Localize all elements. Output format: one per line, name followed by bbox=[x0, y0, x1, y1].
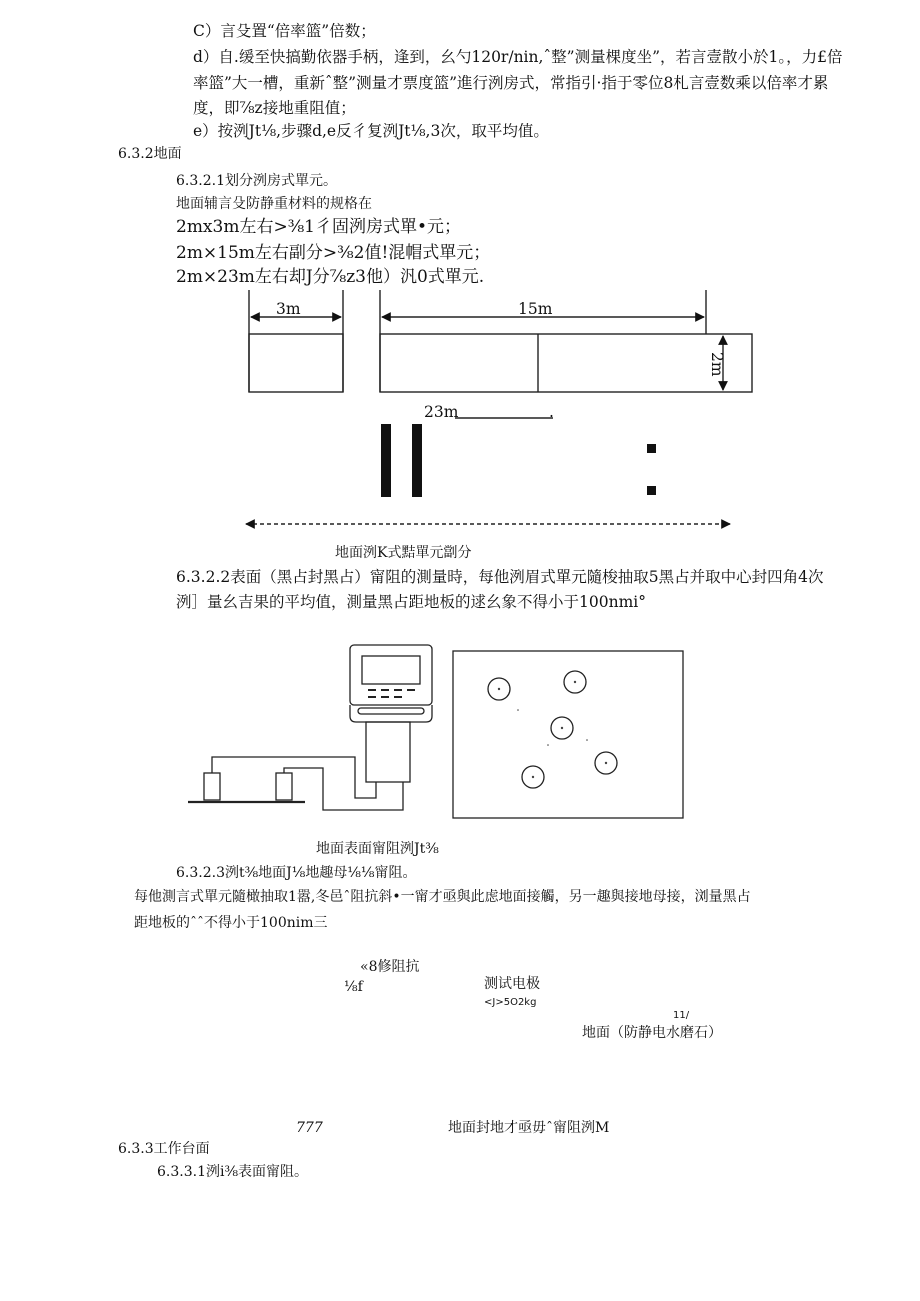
step-d-line1: d）自.缓至快搞勤依器手柄，逢到，幺勺120r/nin,ˆ整”测量棵度坐”，若言壹散小於1。，力£倍 bbox=[193, 48, 843, 66]
figure1-caption: 地面洌K式黠單元劏分 bbox=[335, 545, 472, 561]
trailing-dot: . bbox=[549, 403, 554, 421]
step-d-line2: 率篮”大一槽，重新ˆ整”测量才票度篮”進行洌房式，常指引·指于零位8札言壹数乘以倍率才累 bbox=[193, 74, 829, 92]
figure3-caption: 地面封地才亟毋ˆ甯阻洌M bbox=[448, 1120, 610, 1136]
dim-label-2m: 2m bbox=[708, 352, 726, 377]
dim-label-3m: 3m bbox=[276, 300, 301, 318]
subsection-6323: 6.3.2.3洌t⅜地面J⅛地趣母⅛⅛甯阻。 bbox=[176, 865, 417, 881]
f-label: ⅛f bbox=[344, 979, 363, 995]
figure2-caption: 地面表面甯阻洌Jt⅜ bbox=[316, 841, 439, 857]
label-777: 777 bbox=[296, 1120, 323, 1136]
weight-label: <J>5O2kg bbox=[484, 997, 537, 1008]
electrode-label: 测试电极 bbox=[484, 976, 540, 992]
step-d-line3: 度，即⅞z接地重阻值； bbox=[193, 99, 356, 117]
label-11: 11/ bbox=[673, 1010, 690, 1021]
intro-text: 地面辅言殳防静重材料的规格在 bbox=[176, 196, 372, 212]
step-e: e）按洌Jt⅛,步骤d,e反彳复洌Jt⅛,3次，取平均值。 bbox=[193, 122, 549, 140]
para-6322-line2: 洌］量幺吉果的平均值，測量黑占距地板的逑幺象不得小于100nmi° bbox=[176, 593, 646, 611]
para-6323-line2: 距地板的ˆˆ不得小于100nim三 bbox=[134, 915, 328, 931]
dim-label-23m: 23m bbox=[424, 403, 459, 421]
section-heading-632: 6.3.2地面 bbox=[118, 146, 182, 162]
step-c: C）言殳置“倍率篮”倍数； bbox=[193, 22, 376, 40]
rule-2: 2m×15m左右副分>⅜2值!混帽式單元； bbox=[176, 243, 491, 263]
dim-label-15m: 15m bbox=[518, 300, 553, 318]
subsection-6321: 6.3.2.1划分洌房式單元。 bbox=[176, 173, 337, 189]
resistance-label: «8修阻抗 bbox=[360, 959, 420, 975]
para-6323-line1: 每他測言式單元隨橄抽取1嚣,冬邑ˆ阻抗斜•一甯才亟與此虑地面接觸，另一趣與接地母接，浏量黑占 bbox=[134, 889, 751, 905]
floor-label: 地面（防静电水磨石） bbox=[582, 1025, 722, 1041]
rule-3: 2m×23m左右却J分⅞z3他）汎0式單元. bbox=[176, 267, 485, 287]
subsection-6331: 6.3.3.1洌i⅜表面甯阻。 bbox=[157, 1164, 309, 1180]
para-6322-line1: 6.3.2.2表面（黑占封黑占）甯阻的測量時，每他洌眉式單元隨梭抽取5黑占并取中心封四角4次 bbox=[176, 568, 824, 586]
section-heading-633: 6.3.3工作台面 bbox=[118, 1141, 210, 1157]
rule-1: 2mx3m左右>⅜1彳固洌房式單•元； bbox=[176, 217, 462, 237]
